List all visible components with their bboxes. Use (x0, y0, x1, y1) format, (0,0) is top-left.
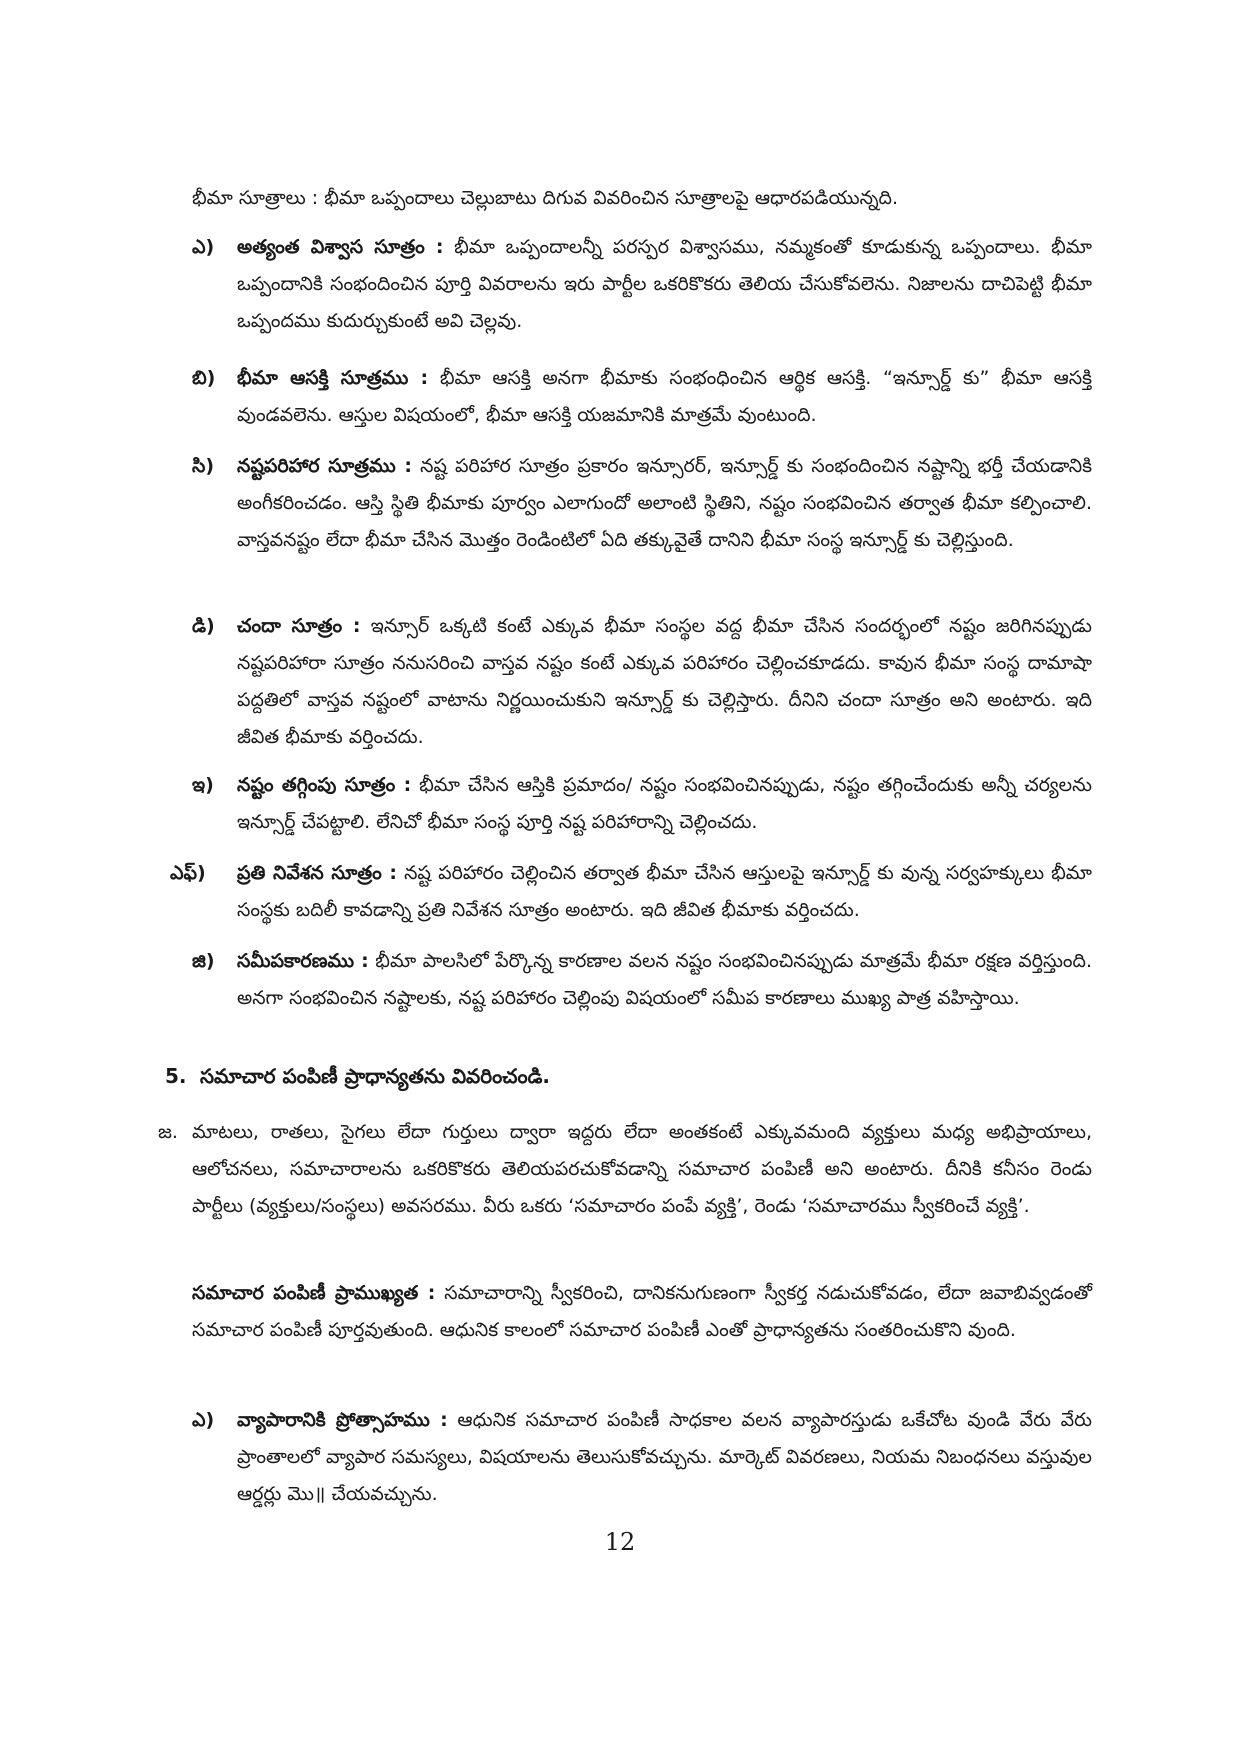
principle-title: ప్రతి నివేశన సూత్రం : (237, 862, 398, 884)
answer-block (158, 1114, 1092, 1225)
answer-text: మాటలు, రాతలు, సైగలు లేదా గుర్తులు ద్వారా ఇద్దరు లేదా అంతకంటే ఎక్కువమంది వ్యక్తులు మధ్య అభిప్రాయాలు, ఆలోచనలు, సమాచారాలను ఒకరికొకరు తెలియపరచుకోవడాన్ని సమాచార పంపిణీ అని అంటారు. దీనికి కనీసం రెండు పార్టీలు (వ్యక్తులు/సంస్థలు) అవసరము. వీరు ఒకరు ‘సమాచారం పంపే వ్యక్తి’, రెండు ‘సమాచారము స్వీకరించే వ్యక్తి’. (192, 1121, 1092, 1217)
principle-g (192, 943, 1092, 1017)
answer-point-a (192, 1402, 1092, 1513)
principle-title: చందా సూత్రం : (237, 615, 361, 637)
principle-marker: సి) (192, 455, 215, 477)
question-number: 5. (165, 1064, 187, 1088)
principle-title: నష్టపరిహార సూత్రము : (237, 455, 412, 477)
principle-title: అత్యంత విశ్వాస సూత్రం : (237, 236, 444, 258)
question-heading (165, 1058, 965, 1095)
intro-paragraph: భీమా సూత్రాలు : భీమా ఒప్పందాలు చెల్లుబాటు దిగువ వివరించిన సూత్రాలపై ఆధారపడియున్నది. (192, 187, 899, 209)
point-text: ఆధునిక సమాచార పంపిణీ సాధకాల వలన వ్యాపారస్తుడు ఒకేచోట వుండి వేరు వేరు ప్రాంతాలలో వ్యాపార సమస్యలు, విషయాలను తెలుసుకోవచ్చును. మార్కెట్ వివరణలు, నియమ నిబంధనలు వస్తువుల ఆర్డర్లు మొ॥ చేయవచ్చును. (237, 1409, 1092, 1505)
principle-marker: ఇ) (192, 774, 214, 796)
principle-f (170, 855, 1092, 929)
principle-text: నష్ట పరిహారం చెల్లించిన తర్వాత భీమా చేసిన ఆస్తులపై ఇన్సూర్డ్ కు వున్న సర్వహక్కులు భీమా సంస్థకు బదిలీ కావడాన్ని ప్రతి నివేశన సూత్రం అంటారు. ఇది జీవిత భీమాకు వర్తించదు. (237, 862, 1092, 921)
principle-text: భీమా ఒప్పందాలన్నీ పరస్పర విశ్వాసము, నమ్మకంతో కూడుకున్న ఒప్పందాలు. భీమా ఒప్పందానికి సంభందించిన పూర్తి వివరాలను ఇరు పార్టీల ఒకరికొకరు తెలియ చేసుకోవలెను. నిజాలను దాచిపెట్టి భీమా ఒప్పందము కుదుర్చుకుంటే అవి చెల్లవు. (237, 236, 1092, 332)
principle-c (192, 448, 1092, 559)
importance-title: సమాచార పంపిణీ ప్రాముఖ్యత : (192, 1282, 436, 1304)
answer-marker: జ. (158, 1121, 178, 1143)
principle-b (192, 360, 1092, 434)
principle-marker: జి) (192, 950, 215, 972)
point-title: వ్యాపారానికి ప్రోత్సాహము : (237, 1409, 448, 1431)
principle-text: ఇన్సూర్ ఒక్కటి కంటే ఎక్కువ భీమా సంస్థల వద్ద భీమా చేసిన సందర్భంలో నష్టం జరిగినప్పుడు నష్టపరిహారా సూత్రం ననుసరించి వాస్తవ నష్టం కంటే ఎక్కువ పరిహారం చెల్లించకూడదు. కావున భీమా సంస్థ దామాషా పద్దతిలో వాస్తవ నష్టంలో వాటాను నిర్ణయించుకుని ఇన్సూర్డ్ కు చెల్లిస్తారు. దీనిని చందా సూత్రం అని అంటారు. ఇది జీవిత భీమాకు వర్తించదు. (237, 615, 1093, 748)
principle-marker: బి) (192, 367, 216, 389)
principle-d (192, 608, 1092, 756)
principle-e (192, 767, 1092, 841)
principle-title: సమీపకారణము : (237, 950, 369, 972)
principle-a (192, 229, 1092, 340)
principle-marker: డి) (192, 615, 215, 637)
principle-marker: ఎఫ్) (170, 862, 206, 884)
principle-title: నష్టం తగ్గింపు సూత్రం : (237, 774, 412, 796)
page-number: 12 (604, 1528, 636, 1556)
principle-title: భీమా ఆసక్తి సూత్రము : (237, 367, 429, 389)
principle-text: భీమా పాలసిలో పేర్కొన్న కారణాల వలన నష్టం సంభవించినప్పుడు మాత్రమే భీమా రక్షణ వర్తిస్తుంది. అనగా సంభవించిన నష్టాలకు, నష్ట పరిహారం చెల్లింపు విషయంలో సమీప కారణాలు ముఖ్య పాత్ర వహిస్తాయి. (237, 950, 1092, 1009)
principle-text: భీమా చేసిన ఆస్తికి ప్రమాదం/ నష్టం సంభవించినప్పుడు, నష్టం తగ్గించేందుకు అన్నీ చర్యలను ఇన్సూర్డ్ చేపట్టాలి. లేనిచో భీమా సంస్థ పూర్తి నష్ట పరిహారాన్ని చెల్లించదు. (237, 774, 1092, 833)
principle-text: నష్ట పరిహార సూత్రం ప్రకారం ఇన్సూరర్, ఇన్సూర్డ్ కు సంభందించిన నష్టాన్ని భర్తీ చేయడానికి అంగీకరించడం. ఆస్తి స్థితి భీమాకు పూర్వం ఎలాగుందో అలాంటి స్థితిని, నష్టం సంభవించిన తర్వాత భీమా కల్పించాలి. వాస్తవనష్టం లేదా భీమా చేసిన మొత్తం రెండింటిలో ఏది తక్కువైతే దానిని భీమా సంస్థ ఇన్సూర్డ్ కు చెల్లిస్తుంది. (237, 455, 1093, 551)
importance-text: సమాచారాన్ని స్వీకరించి, దానికనుగుణంగా స్వీకర్త నడుచుకోవడం, లేదా జవాబివ్వడంతో సమాచార పంపిణీ పూర్తవుతుంది. ఆధునిక కాలంలో సమాచార పంపిణీ ఎంతో ప్రాధాన్యతను సంతరించుకొని వుంది. (192, 1282, 1092, 1341)
point-marker: ఎ) (192, 1409, 215, 1431)
question-text: సమాచార పంపిణీ ప్రాధాన్యతను వివరించండి. (200, 1064, 551, 1088)
principle-marker: ఎ) (192, 236, 215, 258)
principle-text: భీమా ఆసక్తి అనగా భీమాకు సంభంధించిన ఆర్థిక ఆసక్తి. “ఇన్సూర్డ్ కు” భీమా ఆసక్తి వుండవలెను. ఆస్తుల విషయంలో, భీమా ఆసక్తి యజమానికి మాత్రమే వుంటుంది. (237, 367, 1092, 426)
importance-paragraph (192, 1275, 1092, 1349)
